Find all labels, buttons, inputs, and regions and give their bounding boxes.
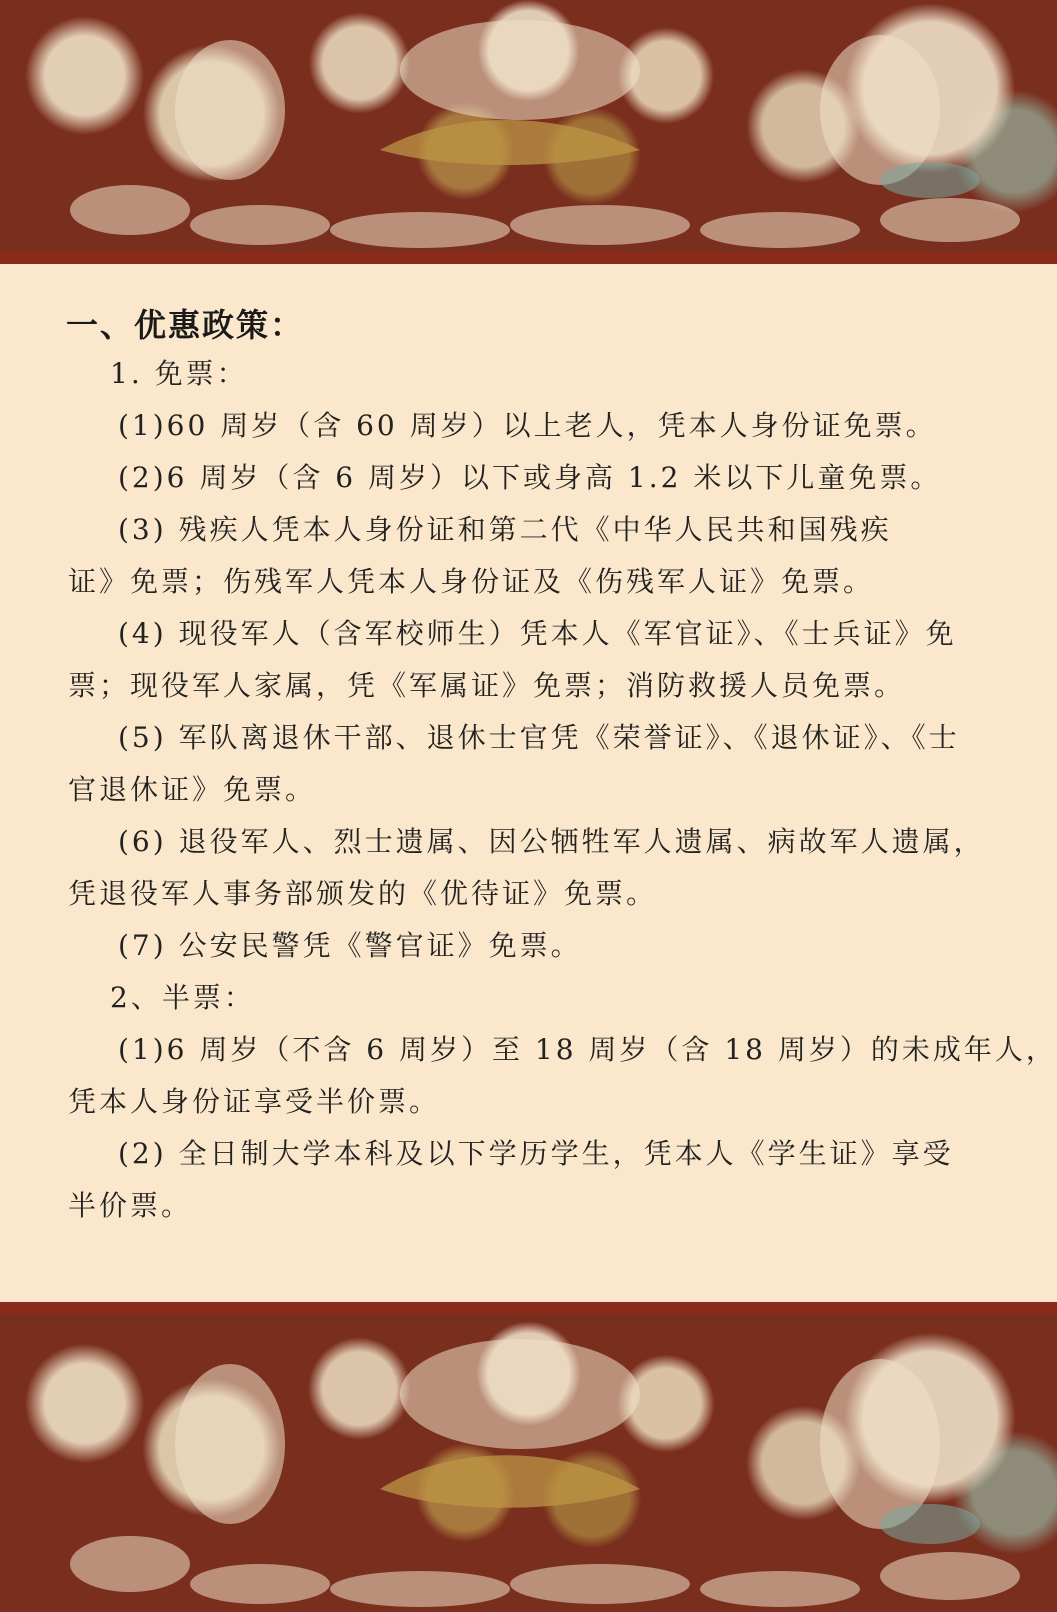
free-item-4-line-2: 票；现役军人家属，凭《军属证》免票；消防救援人员免票。 [68, 669, 906, 702]
half-item-1-line-1: (1)6 周岁（不含 6 周岁）至 18 周岁（含 18 周岁）的未成年人， [118, 1033, 1057, 1066]
free-item-2-line-1: (2)6 周岁（含 6 周岁）以下或身高 1.2 米以下儿童免票。 [118, 461, 942, 494]
free-item-1-line-1: (1)60 周岁（含 60 周岁）以上老人，凭本人身份证免票。 [118, 409, 937, 442]
half-item-2-line-2: 半价票。 [68, 1189, 193, 1222]
free-ticket-title: 1. 免票： [110, 357, 248, 390]
free-item-3-line-2: 证》免票；伤残军人凭本人身份证及《伤残军人证》免票。 [68, 565, 875, 598]
free-item-6-line-2: 凭退役军人事务部颁发的《优待证》免票。 [68, 877, 658, 910]
section-title: 一、优惠政策： [66, 306, 305, 344]
free-item-5-line-1: (5) 军队离退休干部、退休士官凭《荣誉证》、《退休证》、《士 [118, 721, 960, 754]
free-item-3-line-1: (3) 残疾人凭本人身份证和第二代《中华人民共和国残疾 [118, 513, 892, 546]
half-item-2-line-1: (2) 全日制大学本科及以下学历学生，凭本人《学生证》享受 [118, 1137, 954, 1170]
bottom-relief-banner [0, 1302, 1057, 1612]
top-relief-banner [0, 0, 1057, 264]
free-item-5-line-2: 官退休证》免票。 [68, 773, 317, 806]
relief-decoration [0, 1314, 1057, 1612]
free-item-4-line-1: (4) 现役军人（含军校师生）凭本人《军官证》、《士兵证》免 [118, 617, 957, 650]
half-item-1-line-2: 凭本人身份证享受半价票。 [68, 1085, 441, 1118]
half-ticket-title: 2、半票： [110, 981, 255, 1014]
free-item-7-line-1: (7) 公安民警凭《警官证》免票。 [118, 929, 582, 962]
relief-decoration [0, 0, 1057, 252]
free-item-6-line-1: (6) 退役军人、烈士遗属、因公牺牲军人遗属、病故军人遗属， [118, 825, 985, 858]
